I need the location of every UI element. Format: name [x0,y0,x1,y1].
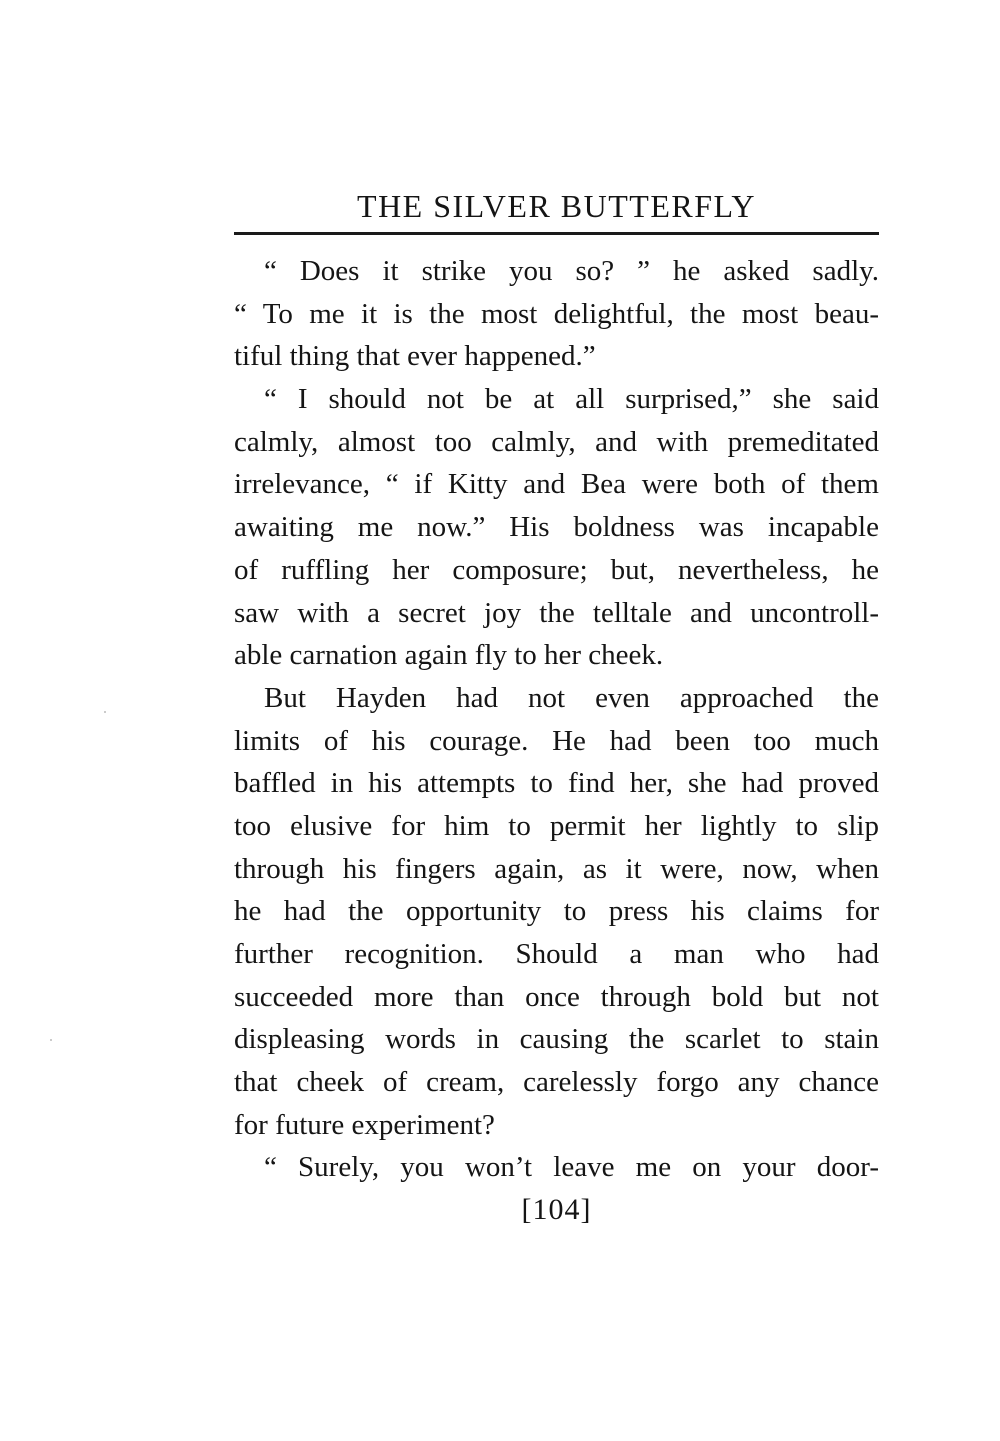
text-line: “ To me it is the most delightful, the most beau- [234,297,879,330]
text-line: “ I should not be at all surprised,” she said [264,383,879,416]
text-line: limits of his courage. He had been too much [234,724,879,757]
text-line: too elusive for him to permit her lightly to slip [234,809,879,842]
text-line: displeasing words in causing the scarlet to stain [234,1023,879,1056]
text-line: for future experiment? [234,1108,495,1141]
text-line: through his fingers again, as it were, now, when [234,852,879,885]
text-line: of ruffling her composure; but, nevertheless, he [234,553,879,586]
text-line: baffled in his attempts to find her, she had proved [234,767,879,800]
text-line: succeeded more than once through bold but not [234,980,879,1013]
scan-speck [104,711,106,713]
body-text [234,250,879,1189]
running-head: THE SILVER BUTTERFLY [357,188,756,224]
text-line: “ Does it strike you so? ” he asked sadly. [264,255,879,287]
text-line: tiful thing that ever happened.” [234,340,596,373]
text-line: further recognition. Should a man who had [234,938,879,970]
text-line: able carnation again fly to her cheek. [234,639,664,672]
text-line: “ Surely, you won’t leave me on your door- [264,1151,879,1184]
text-line: irrelevance, “ if Kitty and Bea were both of them [234,468,879,501]
text-line: But Hayden had not even approached the [264,681,879,714]
header-rule [234,232,879,235]
page-number: [104] [521,1193,592,1226]
text-line: awaiting me now.” His boldness was incapable [234,511,879,544]
text-line: he had the opportunity to press his claims for [234,895,879,928]
text-line: saw with a secret joy the telltale and uncontroll- [234,596,879,629]
text-line: that cheek of cream, carelessly forgo any chance [234,1066,879,1099]
text-line: calmly, almost too calmly, and with premeditated [234,425,879,458]
scan-speck [50,1039,52,1041]
